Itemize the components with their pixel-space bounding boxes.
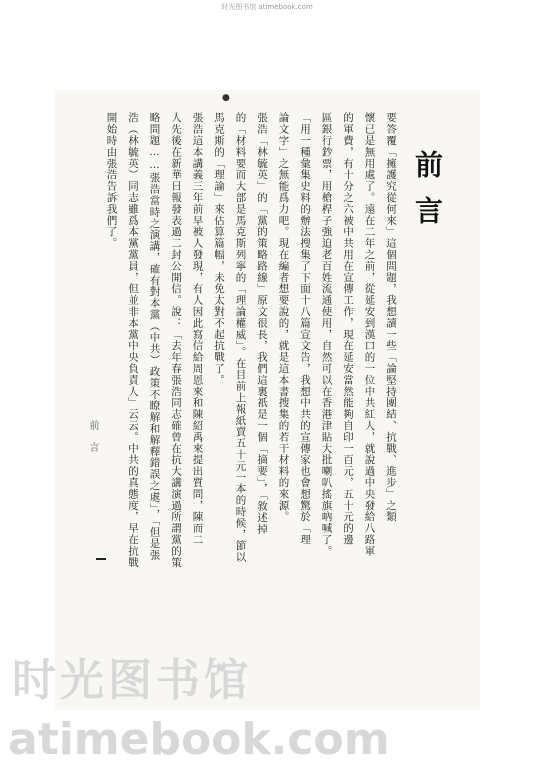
- text-column: 的「材料要而大部是馬克斯列寧的「理論權威」。在目前上報紙賣五十元一本的時候，節以: [234, 112, 247, 563]
- text-column: 開始時由張浩告訴我們了。: [105, 112, 118, 249]
- text-column: 人先後在新華日報發表過二封公開信。說：「去年春張浩同志確曾在抗大講演過所謂黨的策: [170, 112, 182, 568]
- text-column: 論文字」之無能爲力吧。現在編者想要說的，就是這本書搜集的若干材料的來源。: [277, 112, 290, 523]
- text-column: 張浩「林毓英」的「黨的策略路線」原文很長，我們這裏祇是一個「摘要」，「敘述掉: [256, 112, 268, 535]
- text-column: 「用一種彙集史料的辦法搜集了下面十八篇宣文告，我想中共的宣傳家也會想驚於「理: [299, 112, 311, 546]
- watermark-chinese: 时光图书馆: [12, 655, 252, 706]
- text-column: 的軍費，有十分之六被中共用在宣傳工作，現在延安當然能夠自印一百元，五十元的邊: [342, 112, 354, 546]
- watermark-url: atimebook.com: [8, 714, 390, 765]
- running-folio: 前言: [87, 420, 98, 464]
- text-column: 張浩這本講義三年前早被人發現，有人因此寫信給周恩來和陳紹禹來提出質問，陳而二: [191, 112, 204, 546]
- page-number: [96, 558, 106, 560]
- text-column: 馬克斯的「理論」來估算篇幅，未免太對不起抗戰了。: [213, 112, 225, 386]
- text-column: 浩（林毓英）同志雖爲本黨黨員，但並非本黨中央負責人」云云。中共的真態度，早在抗戰: [127, 112, 139, 568]
- text-column: 略問題……張浩當時之演講，確有對本黨（中共）政策不瞭解和解釋錯誤之處」，「但是張: [148, 112, 161, 561]
- site-header: 时光图书馆 atimebook.com: [221, 3, 313, 11]
- text-column: 區銀行鈔票，用槍桿子強迫老百姓流通使用，自然可以在香港津貼大批喇叭搖旗吶喊了。: [320, 112, 333, 557]
- text-column: 懷已是無用處了。遠在二年之前，從延安到漢口的一位中共紅人，就說過中央發給八路軍: [363, 112, 376, 557]
- text-column: 要答覆「擁護究從何來」這個問題，我想讀一些「論堅持團結、抗戰、進步」之類: [385, 112, 397, 523]
- ink-mark: ●: [222, 93, 230, 103]
- chapter-title: 前言: [411, 150, 444, 242]
